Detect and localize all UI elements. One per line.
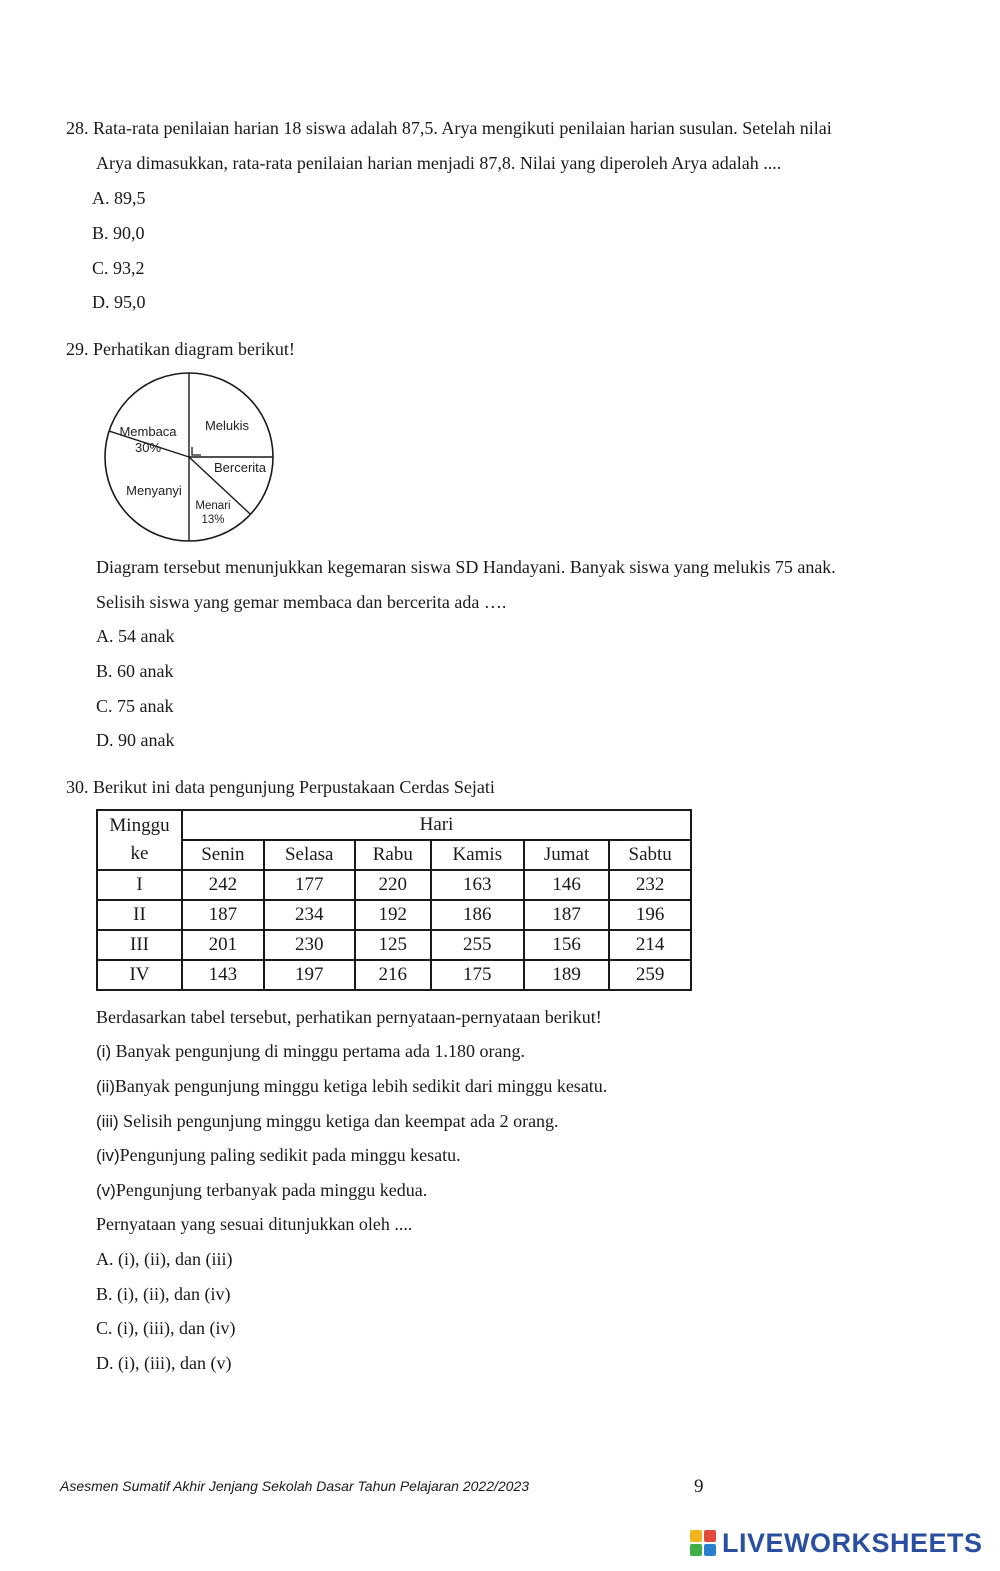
table-cell: 156 [524,930,609,960]
statement-text: Pengunjung paling sedikit pada minggu kesatu. [119,1145,461,1165]
table-cell: 230 [264,930,355,960]
table-row [97,870,691,900]
week-header-line2: ke [130,843,149,864]
table-header-row [97,810,691,840]
logo-tile [690,1544,702,1556]
table-cell: 197 [264,960,355,990]
pie-value-label: 13% [201,514,225,526]
q29-text2: Selisih siswa yang gemar membaca dan bercerita ada …. [96,592,507,612]
brand-name: LIVEWORKSHEETS [722,1527,983,1558]
pie-label: Melukis [204,418,250,433]
logo-tile [704,1530,716,1542]
statement-text: Pengunjung terbanyak pada minggu kedua. [115,1180,428,1200]
col-header: Rabu [355,840,431,870]
table-cell: 201 [182,930,264,960]
statement-number: (iv) [96,1146,120,1165]
table-cell: 259 [609,960,691,990]
q30-option-b[interactable]: B. (i), (ii), dan (iv) [96,1284,231,1304]
statement-1 [96,1041,525,1062]
q29-prompt: 29. Perhatikan diagram berikut! [66,339,295,359]
logo-tile [704,1544,716,1556]
table-cell: 220 [355,870,431,900]
logo-tile [690,1530,702,1542]
q28-option-a[interactable]: A. 89,5 [92,188,146,208]
statement-text: Banyak pengunjung di minggu pertama ada 1.180 orang. [115,1041,526,1061]
statement-3 [96,1111,559,1132]
table-row [97,930,691,960]
pie-label: Membaca [119,424,177,439]
visitor-table [96,809,692,991]
week-header-line1: Minggu [109,815,170,836]
row-label: I [97,870,182,900]
pie-slices [105,373,273,541]
q28-option-c[interactable]: C. 93,2 [92,258,145,278]
row-label: II [97,900,182,930]
page-number: 9 [694,1476,704,1497]
day-group-header: Hari [182,810,691,840]
statement-number: (i) [96,1042,112,1061]
statement-text: Selisih pengunjung minggu ketiga dan keempat ada 2 orang. [123,1111,559,1131]
table-cell: 186 [431,900,524,930]
statement-text: Banyak pengunjung minggu ketiga lebih sedikit dari minggu kesatu. [114,1076,608,1096]
table-cell: 214 [609,930,691,960]
q30-option-a[interactable]: A. (i), (ii), dan (iii) [96,1249,233,1269]
table-cell: 192 [355,900,431,930]
statement-4 [96,1145,461,1166]
statement-number: (v) [96,1181,116,1200]
q28-option-b[interactable]: B. 90,0 [92,223,145,243]
statement-5 [96,1180,427,1201]
footer-text: Asesmen Sumatif Akhir Jenjang Sekolah Dasar Tahun Pelajaran 2022/2023 [60,1478,530,1494]
table-cell: 189 [524,960,609,990]
q30-after-table: Berdasarkan tabel tersebut, perhatikan pernyataan-pernyataan berikut! [96,1007,602,1027]
pie-label: Menyanyi [126,483,182,498]
q29-option-a[interactable]: A. 54 anak [96,626,175,646]
table-cell: 187 [182,900,264,930]
q28-line1: 28. Rata-rata penilaian harian 18 siswa adalah 87,5. Arya mengikuti penilaian harian susulan. Setelah nilai [66,118,832,138]
row-label: IV [97,960,182,990]
q30-option-d[interactable]: D. (i), (iii), dan (v) [96,1353,232,1373]
col-header: Senin [182,840,264,870]
table-cell: 234 [264,900,355,930]
statement-number: (ii) [96,1077,115,1096]
col-header: Selasa [264,840,355,870]
q29-option-c[interactable]: C. 75 anak [96,696,174,716]
table-row [97,900,691,930]
table-cell: 216 [355,960,431,990]
table-cell: 232 [609,870,691,900]
pie-label: Menari [195,500,231,512]
statement-number: (iii) [96,1112,119,1131]
row-label: III [97,930,182,960]
table-cell: 163 [431,870,524,900]
liveworksheets-brand[interactable] [690,1526,983,1560]
pie-value-label: 30% [134,440,162,455]
col-header: Jumat [524,840,609,870]
table-row [97,960,691,990]
col-header: Sabtu [609,840,691,870]
q30-option-c[interactable]: C. (i), (iii), dan (iv) [96,1318,236,1338]
table-cell: 125 [355,930,431,960]
table-day-row [97,840,691,870]
table-cell: 242 [182,870,264,900]
table-cell: 196 [609,900,691,930]
q28-option-d[interactable]: D. 95,0 [92,292,146,312]
table-cell: 177 [264,870,355,900]
col-header: Kamis [431,840,524,870]
q28-line2: Arya dimasukkan, rata-rata penilaian harian menjadi 87,8. Nilai yang diperoleh Arya adalah .... [96,153,782,173]
q29-option-b[interactable]: B. 60 anak [96,661,174,681]
liveworksheets-logo-icon [690,1530,716,1556]
table-cell: 175 [431,960,524,990]
table-cell: 143 [182,960,264,990]
hobby-pie-chart [96,370,282,546]
pie-label: Bercerita [213,460,267,475]
table-cell: 146 [524,870,609,900]
q30-question: Pernyataan yang sesuai ditunjukkan oleh .... [96,1214,413,1234]
table-cell: 255 [431,930,524,960]
week-header [97,810,182,870]
q29-text1: Diagram tersebut menunjukkan kegemaran siswa SD Handayani. Banyak siswa yang melukis 75 anak. [96,557,836,577]
q30-prompt: 30. Berikut ini data pengunjung Perpustakaan Cerdas Sejati [66,777,495,797]
statement-2 [96,1076,607,1097]
table-cell: 187 [524,900,609,930]
q29-option-d[interactable]: D. 90 anak [96,730,175,750]
